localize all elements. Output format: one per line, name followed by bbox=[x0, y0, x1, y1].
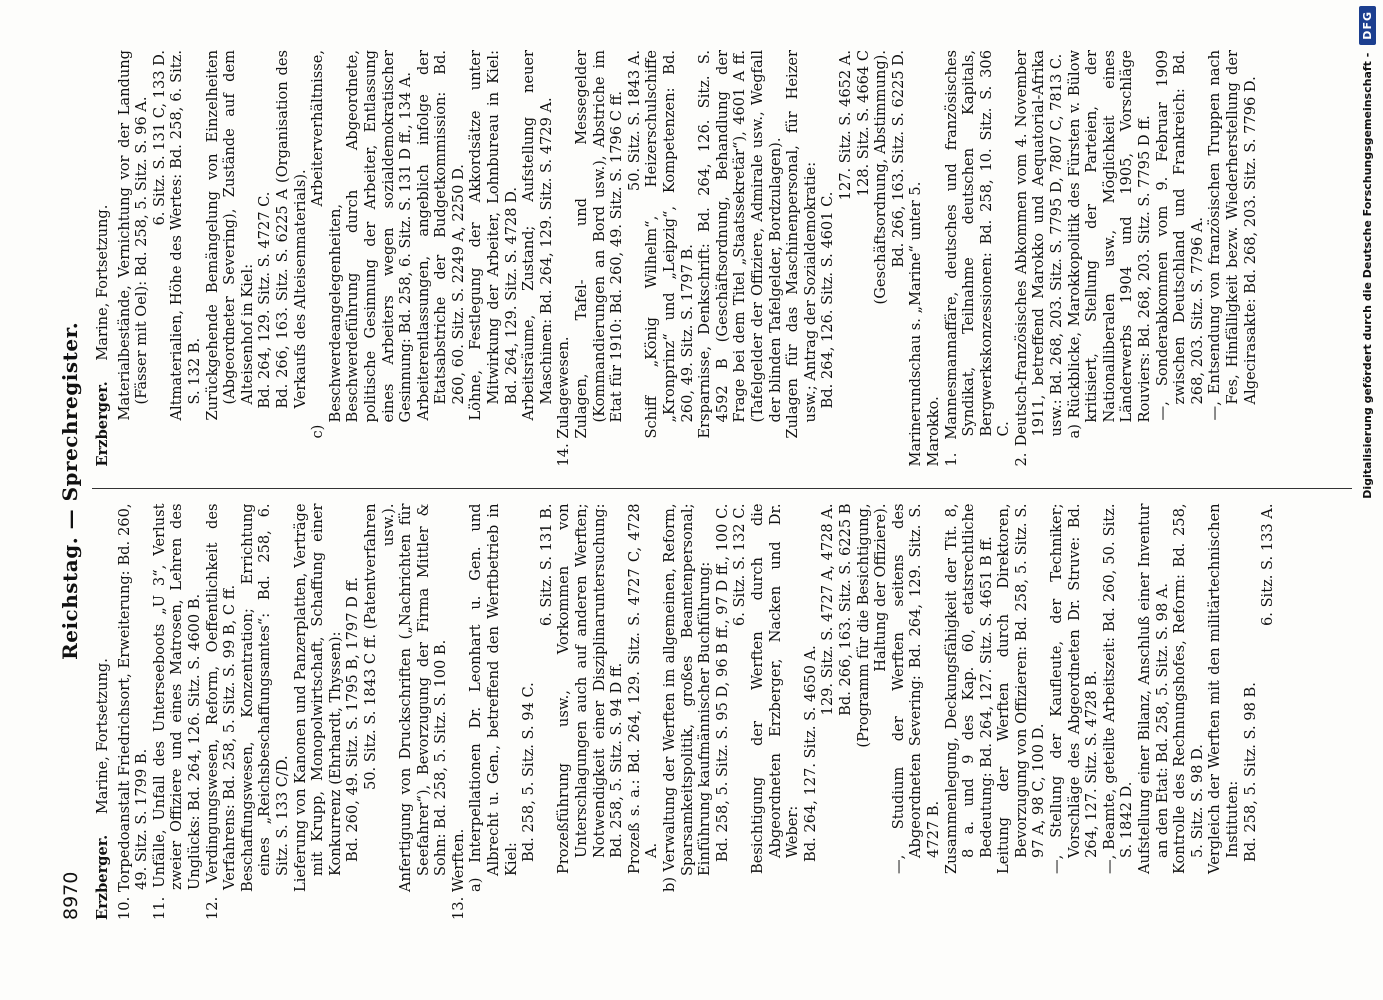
index-entry: Vergleich der Werften mit den militärtechnischen Instituten: bbox=[1206, 503, 1241, 874]
two-column-body bbox=[92, 50, 1352, 920]
page-number: 8970 bbox=[60, 871, 82, 920]
index-entry: Schiff „König Wilhelm“, Heizerschulschiffe „Kronprinz“ und „Leipzig“, Kompetenzen: Bd. 260, 49. Sitz. S. 1797 B. bbox=[643, 50, 696, 439]
index-entry: Bd. 264, 126. Sitz. S. 4601 C. bbox=[819, 191, 837, 409]
index-entry: Marokko. bbox=[924, 396, 942, 467]
index-entry: 6. Sitz. S. 131 B. bbox=[537, 503, 555, 627]
index-entry: Anfertigung von Druckschriften („Nachrichten für Seefahrer“), Bevorzugung der Firma Mittler & Sohn: Bd. 258, 5. Sitz. S. 100 B. bbox=[397, 503, 450, 892]
index-entry: Marinerundschau s. „Marine“ unter 5. bbox=[907, 181, 925, 467]
page-header bbox=[58, 50, 82, 920]
index-entry: b) Verwaltung der Werften im allgemeinen, Reform, Sparsamkeitspolitik, großes Beamtenpersonal; Einführung kaufmännischer Buchführung: bbox=[661, 503, 714, 892]
index-entry: 11. Unfälle, Unfall des Unterseeboots „U 3“, Verlust zweier Offiziere und eines Matrosen, Lehren des Unglücks: Bd. 264, 126. Sitz. S. 4600 B. bbox=[150, 503, 203, 920]
index-entry: 50. Sitz. S. 1843 A. bbox=[625, 50, 643, 192]
index-entry: Bd. 266, 163. Sitz. S. 6225 A (Organisation des Verkaufs des Alteisenmaterials). bbox=[273, 50, 309, 409]
right-column bbox=[92, 50, 1352, 467]
index-entry: Bd. 258, 5. Sitz. S. 98 B. bbox=[1241, 682, 1259, 862]
watermark-text: Digitalisierung gefördert durch die Deutsche Forschungsgemeinschaft - bbox=[1360, 52, 1374, 499]
index-entry: Löhne, Festlegung der Akkordsätze unter Mitwirkung der Arbeiter, Lohnbureau in Kiel: Bd. 264, 129. Sitz. S. 4728 D. bbox=[467, 50, 520, 421]
index-entry: Prozeß s. a.: Bd. 264, 129. Sitz. S. 4727 C, 4728 A. bbox=[625, 503, 661, 874]
left-running-head bbox=[94, 504, 112, 921]
index-entry: 13. Werften. bbox=[449, 828, 467, 920]
index-entry: Bd. 264, 127. Sitz. S. 4650 A. bbox=[801, 645, 819, 862]
right-running-head bbox=[94, 50, 112, 467]
index-entry: Ersparnisse, Denkschrift: Bd. 264, 126. Sitz. S. 4592 B (Geschäftsordnung, Behandlung der Frage bei dem Titel „Staatssekretär“), 4601 A ff. (Tafelgelder der Offiziere, Admirale usw., Wegfall der blinden Tafelgelder, Bordzulagen). bbox=[696, 50, 784, 439]
index-entry: Aufstellung einer Bilanz, Anschluß einer Inventur an den Etat: Bd. 258, 5. Sitz. S. 98 A. bbox=[1136, 503, 1171, 874]
index-entry: Arbeitsräume, Zustand; Aufstellung neuer Maschinen: Bd. 264, 129. Sitz. S. 4729 A. bbox=[520, 50, 555, 421]
index-entry: Altmaterialien, Höhe des Wertes: Bd. 258, 6. Sitz. S. 132 B. bbox=[168, 50, 203, 421]
index-entry: Kontrolle des Rechnungshofes, Reform: Bd. 258, 5. Sitz. S. 98 D. bbox=[1171, 503, 1206, 874]
index-entry: Bd. 258, 5. Sitz. S. 94 C. bbox=[520, 682, 538, 862]
index-entry: Zurückgehende Bemängelung von Einzelheiten (Abgeordneter Severing), Zustände auf dem Alteisenhof in Kiel: bbox=[203, 50, 256, 421]
index-entry: Prozeßführung usw., Vorkommen von Unterschlagungen auch auf anderen Werften; Notwendigkeit einer Disziplinaruntersuchung: Bd. 258, 5. Sitz. S. 94 D ff. bbox=[555, 503, 626, 874]
index-entry: 2. Deutsch-französisches Abkommen vom 4. November 1911, betreffend Marokko und Aequatorial-Afrika usw.: Bd. 268, 203. Sitz. S. 7795 D, 7807 C, 7813 C. bbox=[1012, 50, 1066, 467]
index-entry: 10. Torpedoanstalt Friedrichsort, Erweiterung: Bd. 260, 49. Sitz. S. 1799 B. bbox=[115, 503, 151, 920]
index-entry: —, Entsendung von französischen Truppen nach Fes, Hinfälligkeit bezw. Wiederherstellung der Algecirasakte: Bd. 268, 203. Sitz. S. 7796 D. bbox=[1206, 50, 1259, 421]
index-entry: Bd. 266, 163. Sitz. S. 6225 D. bbox=[889, 50, 907, 268]
index-entry: Bd. 260, 49. Sitz. S. 1795 B, 1797 D ff. bbox=[344, 577, 362, 862]
index-entry: Leitung der Werften durch Direktoren, Bevorzugung von Offizieren: Bd. 258, 5. Sitz. S. 97 A, 98 C, 100 D. bbox=[995, 503, 1048, 874]
index-entry: Bd. 266, 163. Sitz. S. 6225 B (Programm für die Besichtigung, Haltung der Offiziere). bbox=[836, 503, 890, 748]
index-entry: 6. Sitz. S. 131 C, 133 D. bbox=[150, 50, 168, 226]
index-entry: 14. Zulagewesen. bbox=[555, 336, 573, 467]
index-entry: 12. Verdingungswesen, Reform, Oeffentlichkeit des Verfahrens: Bd. 258, 5. Sitz. S. 99 B, C ff. bbox=[203, 503, 239, 920]
right-speaker-name: Erzberger. bbox=[94, 381, 111, 467]
left-subject: Marine, Fortsetzung. bbox=[94, 658, 111, 815]
index-entry: —, Sonderabkommen vom 9. Februar 1909 zwischen Deutschland und Frankreich: Bd. 268, 203. Sitz. S. 7796 A. bbox=[1153, 50, 1206, 421]
index-entry: 127. Sitz. S. 4652 A. bbox=[836, 50, 854, 201]
index-entry: a) Rückblicke, Marokkopolitik des Fürsten v. Bülow kritisiert, Stellung der Parteien, der Nationalliberalen usw., Möglichkeit eines Länderwerbs 1904 und 1905, Vorschläge Rouviers: Bd. 268, 203. Sitz. S. 7795 D ff. bbox=[1065, 50, 1154, 439]
index-entry: Zulagen, Tafel- und Messegelder (Kommandierungen an Bord usw.), Abstriche im Etat für 1910: Bd. 260, 49. Sitz. S. 1796 C ff. bbox=[573, 50, 626, 439]
index-entry: —, Studium der Werften seitens des Abgeordneten Severing: Bd. 264, 129. Sitz. S. 4727 B. bbox=[889, 503, 942, 874]
index-entry: 1. Mannesmannaffäre, deutsches und französisches Syndikat, Teilnahme deutschen Kapitals, Bergwerkskonzessionen: Bd. 258, 10. Sitz. S. 306 C. bbox=[942, 50, 1013, 467]
index-entry: 6. Sitz. S. 133 A. bbox=[1259, 503, 1277, 626]
index-entry: Lieferung von Kanonen und Panzerplatten, Verträge mit Krupp, Monopolwirtschaft, Schaffung einer Konkurrenz (Ehrhardt, Thyssen): bbox=[291, 503, 344, 892]
index-entry: 129. Sitz. S. 4727 A, 4728 A. bbox=[819, 503, 837, 716]
index-entry: 50. Sitz. S. 1843 C ff. (Patentverfahren usw.). bbox=[361, 503, 397, 791]
index-entry: a) Interpellationen Dr. Leonhart u. Gen. und Albrecht u. Gen., betreffend den Werftbetrieb in Kiel: bbox=[467, 503, 520, 892]
dfg-logo: DFG bbox=[1359, 6, 1376, 45]
index-entry: Zulagen für das Maschinenpersonal, für Heizer usw.; Antrag der Sozialdemokratie: bbox=[784, 50, 819, 439]
digitization-watermark bbox=[1355, 6, 1379, 996]
left-speaker-name: Erzberger. bbox=[94, 834, 111, 920]
left-column bbox=[92, 489, 1352, 921]
index-entry: —, Stellung der Kaufleute, der Techniker; Vorschläge des Abgeordneten Dr. Struve: Bd. 264, 127. Sitz. S. 4728 B. bbox=[1048, 503, 1101, 874]
index-entry: Zusammenlegung, Deckungsfähigkeit der Tit. 8, 8 a. und 9 des Kap. 60, etatsrechtliche Bedeutung: Bd. 264, 127. Sitz. S. 4651 B ff. bbox=[942, 503, 995, 874]
index-entry: Besichtigung der Werften durch die Abgeordneten Erzberger, Nacken und Dr. Weber: bbox=[748, 503, 802, 874]
index-entry: c) Arbeiterverhältnisse, Beschwerdeangelegenheiten, Beschwerdeführung durch Abgeordnete, politische Gesinnung der Arbeiter, Entlassung eines Arbeiters wegen sozialdemokratischer Gesinnung: Bd. 258, 6. Sitz. S. 131 D ff., 134 A. bbox=[309, 50, 415, 439]
index-entry: 128. Sitz. S. 4664 C (Geschäftsordnung, Abstimmung). bbox=[854, 50, 890, 305]
index-entry: Materialbestände, Vernichtung vor der Landung (Fässer mit Oel): Bd. 258, 5. Sitz. S. 96 A. bbox=[115, 50, 151, 421]
index-entry: Bd. 264, 129. Sitz. S. 4727 C. bbox=[256, 191, 274, 409]
index-entry: Arbeiterentlassungen, angeblich infolge der Etatsabstriche der Budgetkommission: Bd. 260, 60. Sitz. S. 2249 A, 2250 D. bbox=[414, 50, 467, 421]
right-subject: Marine, Fortsetzung. bbox=[94, 204, 111, 361]
index-entry: Bd. 258, 5. Sitz. S. 95 D, 96 B ff., 97 D ff., 100 C. bbox=[713, 503, 731, 862]
index-entry: Beschaffungswesen, Konzentration; Errichtung eines „Reichsbeschaffungsamtes“: Bd. 258, 6. Sitz. S. 133 C/D. bbox=[238, 503, 291, 892]
index-entry: —, Beamte, geteilte Arbeitszeit: Bd. 260, 50. Sitz. S. 1842 D. bbox=[1100, 503, 1136, 874]
index-entry: 6. Sitz. S. 132 C. bbox=[731, 503, 749, 627]
page-title: Reichstag. — Sprechregister. bbox=[58, 321, 82, 660]
